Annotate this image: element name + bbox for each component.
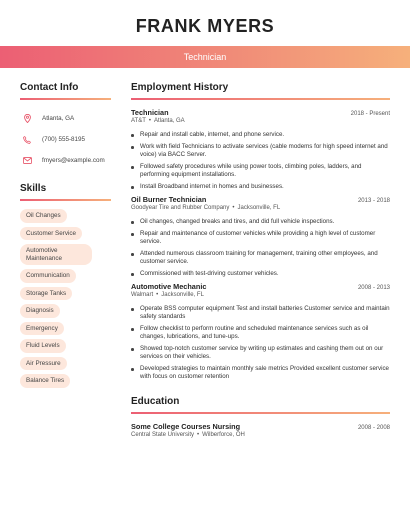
separator-dot: • [197, 432, 200, 438]
job-company-line [131, 205, 390, 211]
left-column [20, 82, 111, 392]
job-bullets [131, 305, 390, 381]
job-bullet: Showed top-notch customer service by writing up estimates and cashing them out on our services on their vehicles. [131, 345, 390, 361]
skill-tag: Oil Changes [20, 209, 67, 223]
skill-tag: Fluid Levels [20, 339, 66, 353]
skills-title: Skills [20, 183, 47, 194]
skill-tag: Diagnosis [20, 304, 60, 318]
separator-dot: • [232, 205, 235, 211]
job-company: AT&T [131, 118, 146, 124]
job-bullet: Operate BSS computer equipment Test and install batteries Customer service and maintain safety standards [131, 305, 390, 321]
contact-rule [20, 98, 111, 100]
education-degree: Some College Courses Nursing [131, 422, 241, 431]
envelope-icon [20, 157, 34, 164]
job-bullet: Install Broadband internet in homes and businesses. [131, 183, 390, 191]
job-location: Atlanta, GA [154, 118, 185, 124]
skill-tag: Storage Tanks [20, 287, 72, 301]
skill-tag: Air Pressure [20, 357, 67, 371]
job-entry [131, 108, 390, 191]
job-header [131, 195, 390, 204]
education-dates: 2008 - 2008 [357, 425, 390, 431]
job-bullet: Attended numerous classroom training for management, training other employees, and customer service. [131, 250, 390, 266]
job-company-line [131, 292, 390, 298]
skill-tag: Balance Tires [20, 374, 70, 388]
education-section [131, 396, 390, 438]
candidate-name: FRANK MYERS [135, 16, 275, 36]
skill-tag: Communication [20, 269, 76, 283]
job-company-line [131, 118, 390, 124]
role-banner: Technician [0, 46, 410, 68]
job-bullet: Followed safety procedures while using power tools, climbing poles, ladders, and performing equipment installations. [131, 163, 390, 179]
skill-tag: Emergency [20, 322, 64, 336]
employment-title: Employment History [131, 82, 229, 93]
contact-title: Contact Info [20, 82, 79, 93]
job-dates: 2013 - 2018 [357, 198, 390, 204]
contact-location-text: Atlanta, GA [42, 115, 75, 122]
job-bullet: Oil changes, changed breaks and tires, and did full vehicle inspections. [131, 218, 390, 226]
job-bullets [131, 131, 390, 191]
job-title: Automotive Mechanic [131, 282, 207, 291]
education-school: Central State University [131, 432, 195, 438]
job-entry [131, 282, 390, 381]
job-bullet: Repair and install cable, internet, and phone service. [131, 131, 390, 139]
employment-rule [131, 98, 390, 100]
job-header [131, 108, 390, 117]
job-bullet: Developed strategies to maintain monthly sale metrics Provided excellent customer service with focus on customer retention [131, 365, 390, 381]
job-dates: 2018 - Present [350, 111, 390, 117]
education-rule [131, 412, 390, 414]
map-pin-icon [20, 114, 34, 123]
job-bullet: Work with field Technicians to activate services (cable modems for high speed internet and voice) via BACC Server. [131, 143, 390, 159]
job-entry [131, 195, 390, 278]
contact-email-link[interactable]: fmyers@example.com [42, 157, 105, 164]
education-location: Wilberforce, OH [202, 432, 245, 438]
job-location: Jacksonville, FL [237, 205, 281, 211]
education-school-line [131, 432, 390, 438]
education-title: Education [131, 396, 180, 407]
skill-tag: Customer Service [20, 227, 82, 241]
job-bullet: Follow checklist to perform routine and scheduled maintenance services such as oil changes, lubrications, and tune-ups. [131, 325, 390, 341]
job-header [131, 282, 390, 291]
job-dates: 2008 - 2013 [357, 285, 390, 291]
job-bullet: Commissioned with test-driving customer vehicles. [131, 270, 390, 278]
education-header [131, 422, 390, 431]
right-column [131, 82, 390, 445]
skills-rule [20, 199, 111, 201]
job-company: Goodyear Tire and Rubber Company [131, 205, 230, 211]
job-location: Jacksonville, FL [161, 292, 204, 298]
phone-icon [20, 136, 34, 144]
contact-phone-text: (700) 555-8195 [42, 136, 86, 143]
job-bullets [131, 218, 390, 278]
job-company: Walmart [131, 292, 154, 298]
contact-phone [20, 129, 111, 150]
contact-location [20, 108, 111, 129]
contact-email [20, 150, 111, 171]
skill-tag: Automotive Maintenance [20, 244, 92, 265]
job-title: Oil Burner Technician [131, 195, 207, 204]
separator-dot: • [148, 118, 151, 124]
separator-dot: • [156, 292, 159, 298]
skills-list [20, 209, 111, 388]
job-title: Technician [131, 108, 169, 117]
job-bullet: Repair and maintenance of customer vehicles while providing a high level of customer service. [131, 230, 390, 246]
